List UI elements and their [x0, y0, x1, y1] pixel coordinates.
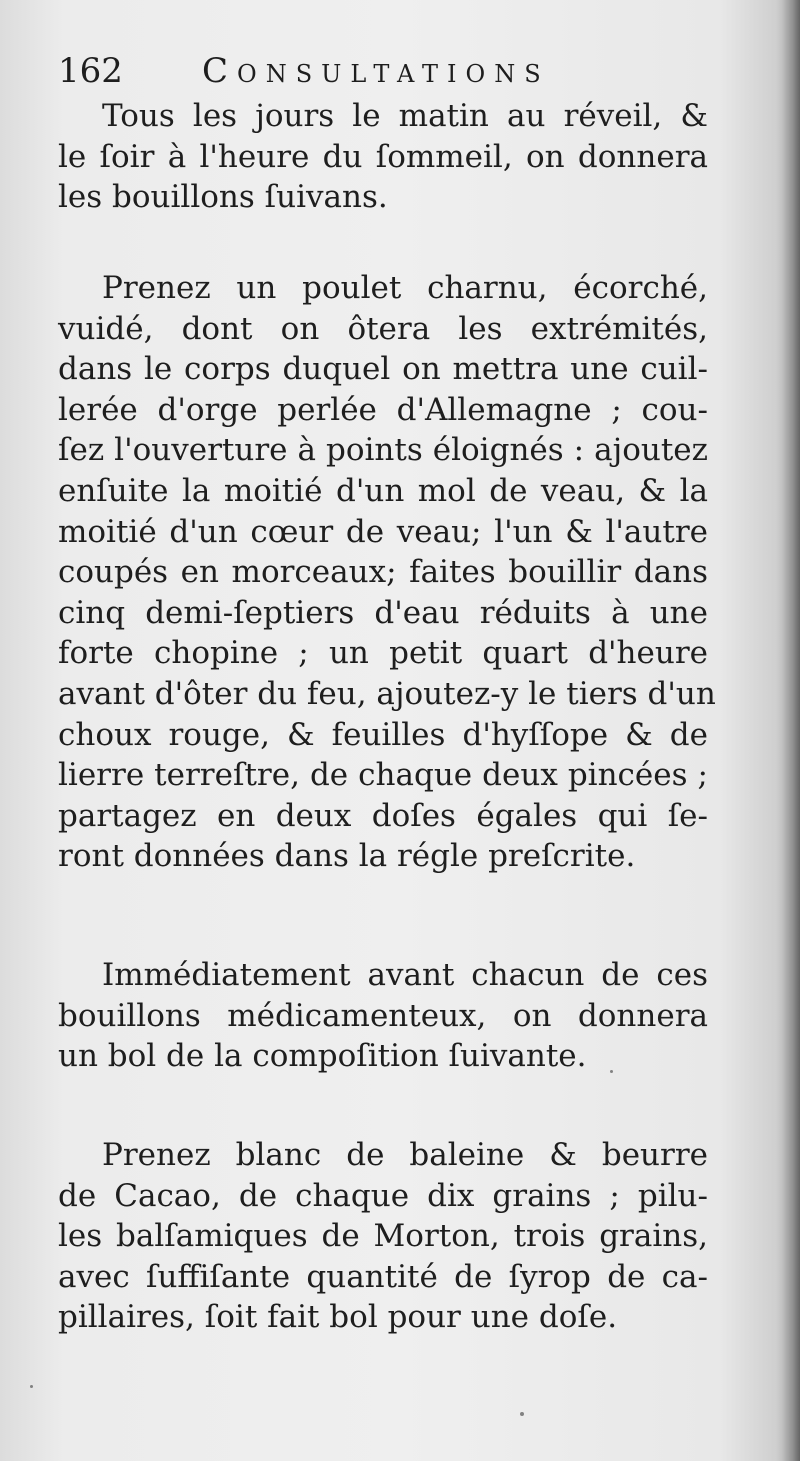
page-header	[58, 46, 758, 102]
text-line: Immédiatement avant chacun de ces	[102, 957, 708, 993]
text-line: lierre terreſtre, de chaque deux pincées ;	[58, 757, 708, 794]
text-line: pillaires, ſoit fait bol pour une doſe.	[58, 1299, 618, 1336]
page-edge-shadow	[782, 0, 800, 1461]
text-line: lerée d'orge perlée d'Allemagne ; cou-	[58, 391, 708, 428]
ink-speck	[610, 1070, 613, 1073]
text-line: avant d'ôter du feu, ajoutez-y le tiers d'un	[58, 675, 716, 712]
text-line: Prenez un poulet charnu, écorché,	[102, 270, 708, 306]
text-line: choux rouge, & feuilles d'hyſſope & de	[58, 716, 708, 753]
text-line: un bol de la compoſition ſuivante.	[58, 1038, 587, 1075]
text-line: vuidé, dont on ôtera les extrémités,	[58, 310, 708, 347]
text-line: Tous les jours le matin au réveil, &	[102, 98, 708, 134]
page-number: 162	[58, 51, 123, 91]
text-line: les bouillons ſuivans.	[58, 179, 388, 216]
ink-speck	[520, 1412, 524, 1416]
paragraph-3	[58, 955, 708, 1077]
text-line: cinq demi-ſeptiers d'eau réduits à une	[58, 594, 708, 631]
text-line: de Cacao, de chaque dix grains ; pilu-	[58, 1177, 708, 1214]
text-line: moitié d'un cœur de veau; l'un & l'autre	[58, 513, 708, 550]
text-line: avec ſuffiſante quantité de ſyrop de ca-	[58, 1258, 708, 1295]
text-line: partagez en deux doſes égales qui ſe-	[58, 797, 708, 834]
text-line: coupés en morceaux; faites bouillir dans	[58, 554, 708, 591]
text-line: enſuite la moitié d'un mol de veau, & la	[58, 472, 708, 509]
text-line: le ſoir à l'heure du ſommeil, on donnera	[58, 138, 708, 175]
ink-speck	[30, 1385, 33, 1388]
paragraph-4	[58, 1135, 708, 1338]
text-line: les balſamiques de Morton, trois grains,	[58, 1218, 708, 1255]
paragraph-2	[58, 268, 716, 877]
paragraph-1	[58, 96, 708, 218]
text-line: forte chopine ; un petit quart d'heure	[58, 635, 708, 672]
text-line: ſez l'ouverture à points éloignés : ajoutez	[58, 432, 708, 469]
text-line: Prenez blanc de baleine & beurre	[102, 1137, 708, 1173]
text-line: dans le corps duquel on mettra une cuil-	[58, 351, 708, 388]
running-head: Consultations	[202, 51, 550, 91]
text-line: ront données dans la régle preſcrite.	[58, 838, 636, 875]
text-line: bouillons médicamenteux, on donnera	[58, 997, 708, 1034]
